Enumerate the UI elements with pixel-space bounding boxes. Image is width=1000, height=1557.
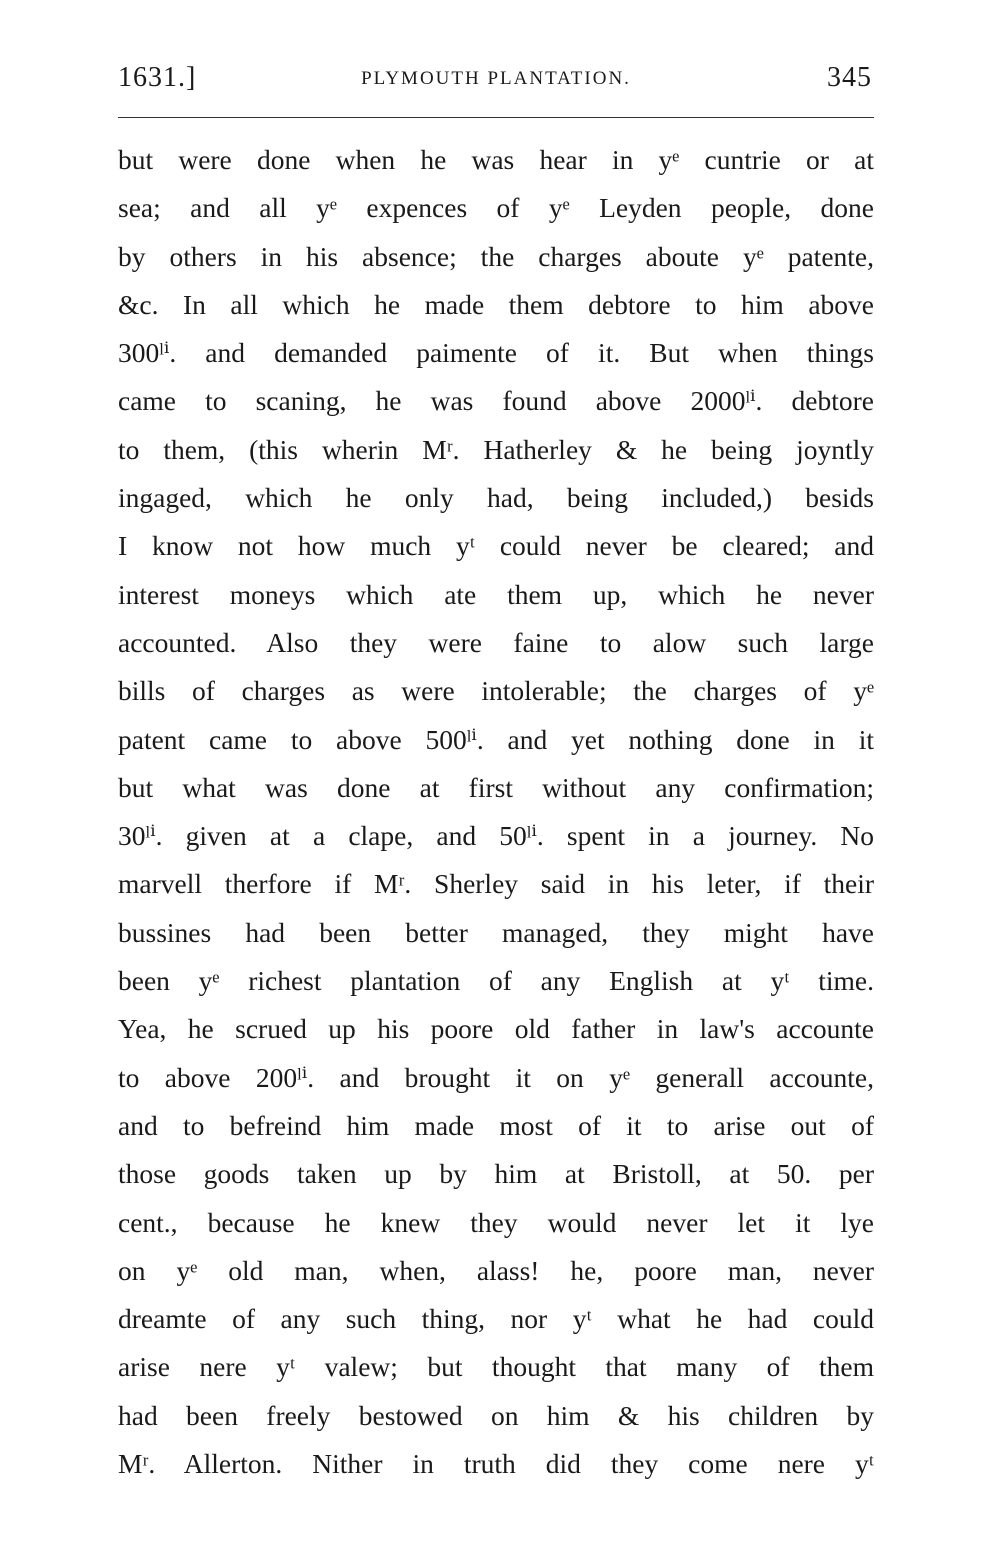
- text-line: marvell therfore if Mʳ. Sherley said in his leter, if their: [118, 868, 874, 900]
- header-title: PLYMOUTH PLANTATION.: [361, 68, 631, 89]
- text-line: arise nere yᵗ valew; but thought that many of them: [118, 1351, 874, 1383]
- header-rule: [118, 117, 874, 118]
- body-text: [118, 136, 874, 1488]
- text-line: cent., because he knew they would never let it lye: [118, 1206, 874, 1238]
- text-line: ingaged, which he only had, being included,) besids: [118, 482, 874, 514]
- text-line: bussines had been better managed, they might have: [118, 916, 874, 948]
- text-line: sea; and all yᵉ expences of yᵉ Leyden people, done: [118, 192, 874, 224]
- text-line: &c. In all which he made them debtore to him above: [118, 288, 874, 320]
- text-line: on yᵉ old man, when, alass! he, poore man, never: [118, 1254, 874, 1286]
- text-line: those goods taken up by him at Bristoll, at 50. per: [118, 1158, 874, 1190]
- text-line: 30ˡⁱ. given at a clape, and 50ˡⁱ. spent in a journey. No: [118, 820, 874, 852]
- text-line: interest moneys which ate them up, which he never: [118, 578, 874, 610]
- text-line: to above 200ˡⁱ. and brought it on yᵉ generall accounte,: [118, 1061, 874, 1093]
- text-line: but were done when he was hear in yᵉ cuntrie or at: [118, 144, 874, 175]
- text-line: been yᵉ richest plantation of any English at yᵗ time.: [118, 965, 874, 997]
- text-line: Yea, he scrued up his poore old father in law's accounte: [118, 1013, 874, 1045]
- text-line: accounted. Also they were faine to alow such large: [118, 626, 874, 658]
- text-line: by others in his absence; the charges aboute yᵉ patente,: [118, 240, 874, 272]
- page-number: 345: [827, 62, 872, 93]
- text-line: 300ˡⁱ. and demanded paimente of it. But when things: [118, 337, 874, 369]
- text-line: to them, (this wherin Mʳ. Hatherley & he being joyntly: [118, 433, 874, 465]
- header-year: 1631.]: [118, 62, 197, 93]
- text-line: had been freely bestowed on him & his children by: [118, 1399, 874, 1431]
- text-line: patent came to above 500ˡⁱ. and yet nothing done in it: [118, 723, 874, 755]
- text-line: dreamte of any such thing, nor yᵗ what he had could: [118, 1303, 874, 1335]
- running-head: [118, 62, 874, 102]
- text-line: I know not how much yᵗ could never be cleared; and: [118, 530, 874, 562]
- text-line: Mʳ. Allerton. Nither in truth did they come nere yᵗ: [118, 1448, 874, 1480]
- text-line: but what was done at first without any confirmation;: [118, 771, 874, 803]
- text-line: came to scaning, he was found above 2000ˡⁱ. debtore: [118, 385, 874, 417]
- text-line: bills of charges as were intolerable; the charges of yᵉ: [118, 675, 874, 707]
- text-line: and to befreind him made most of it to arise out of: [118, 1109, 874, 1141]
